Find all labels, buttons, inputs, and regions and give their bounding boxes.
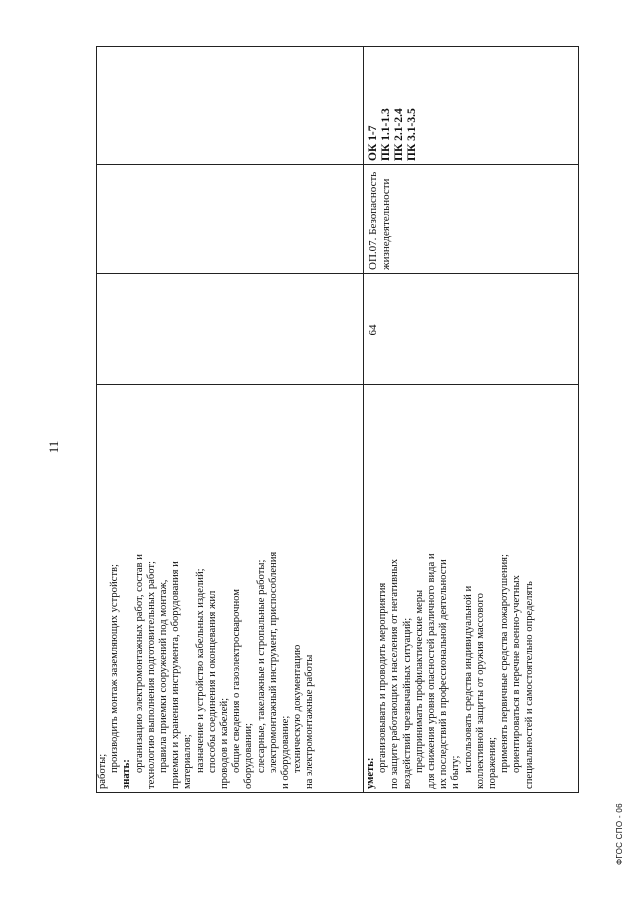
- row2-hours-cell: [367, 277, 387, 383]
- text-line: их последствий в профессиональной деятельности: [438, 559, 450, 789]
- table-border-left: [96, 792, 579, 793]
- row1-skills-knowledge-cell: [97, 389, 361, 789]
- table-border-bottom: [578, 46, 579, 793]
- text-line: для снижения уровня опасностей различного вида и: [426, 553, 438, 789]
- text-line: правила приемки сооружений под монтаж,: [158, 579, 170, 773]
- hours-value: 64: [367, 324, 379, 336]
- text-line: и оборудование;: [280, 715, 292, 789]
- row2-discipline-cell: [367, 168, 407, 270]
- text-line: применять первичные средства пожаротушения;: [499, 554, 511, 773]
- text-line: ориентироваться в перечне военно-учетных: [511, 575, 523, 773]
- competency-code: ПК 2.1-2.4: [393, 108, 405, 161]
- row2-competencies-cell: [367, 51, 427, 161]
- text-line: технологию выполнения подготовительных работ;: [145, 561, 157, 789]
- row2-skills-cell: [365, 389, 577, 789]
- table-border-right: [96, 46, 579, 47]
- text-line: материалов;: [182, 734, 194, 789]
- text-line: назначение и устройство кабельных изделий;: [194, 568, 206, 773]
- table-row-divider: [363, 46, 364, 793]
- competency-code: ОК 1-7: [367, 125, 379, 161]
- text-line: техническую документацию: [292, 644, 304, 773]
- footer-label: ФГОС СПО - 06: [615, 803, 624, 865]
- competency-code: ПК 3.1-3.5: [406, 108, 418, 161]
- discipline-name: ОП.07. Безопасность жизнедеятельности: [367, 171, 392, 270]
- text-line: приемки и хранения инструмента, оборудования и: [170, 561, 182, 789]
- text-line: электромонтажный инструмент, приспособления: [267, 551, 279, 773]
- text-line: уметь:: [365, 757, 376, 789]
- text-line: коллективной защиты от оружия массового: [474, 593, 486, 789]
- text-line: предпринимать профилактические меры: [413, 589, 425, 773]
- text-line: проводов и кабелей;: [219, 697, 231, 789]
- text-line: организовывать и проводить мероприятия: [377, 582, 389, 773]
- text-line: общие сведения о газоэлектросварочном: [231, 589, 243, 773]
- text-line: по защите работающих и населения от негативных: [389, 558, 401, 789]
- competency-code: ПК 1.1-1.3: [380, 108, 392, 161]
- text-line: организацию электромонтажных работ, состав и: [133, 554, 145, 773]
- text-line: слесарные, такелажные и стропальные работы;: [255, 559, 267, 773]
- text-line: производить монтаж заземляющих устройств;: [109, 564, 121, 773]
- text-line: специальностей и самостоятельно определять: [523, 581, 535, 789]
- text-line: работы;: [97, 753, 108, 789]
- text-line: использовать средства индивидуальной и: [462, 585, 474, 773]
- text-line: воздействий чрезвычайных ситуаций;: [401, 617, 413, 789]
- page-number: 11: [46, 440, 61, 454]
- text-line: поражения;: [487, 736, 499, 789]
- text-line: на электромонтажные работы: [304, 654, 316, 789]
- text-line: знать:: [121, 759, 133, 789]
- text-line: оборудовании;: [243, 723, 255, 789]
- table-col-divider-2: [96, 273, 579, 274]
- text-line: и быту;: [450, 755, 462, 789]
- table-col-divider-3: [96, 164, 579, 165]
- text-line: способы соединения и оконцевания жил: [206, 590, 218, 773]
- curriculum-table: [96, 46, 579, 793]
- table-col-divider-1: [96, 384, 579, 385]
